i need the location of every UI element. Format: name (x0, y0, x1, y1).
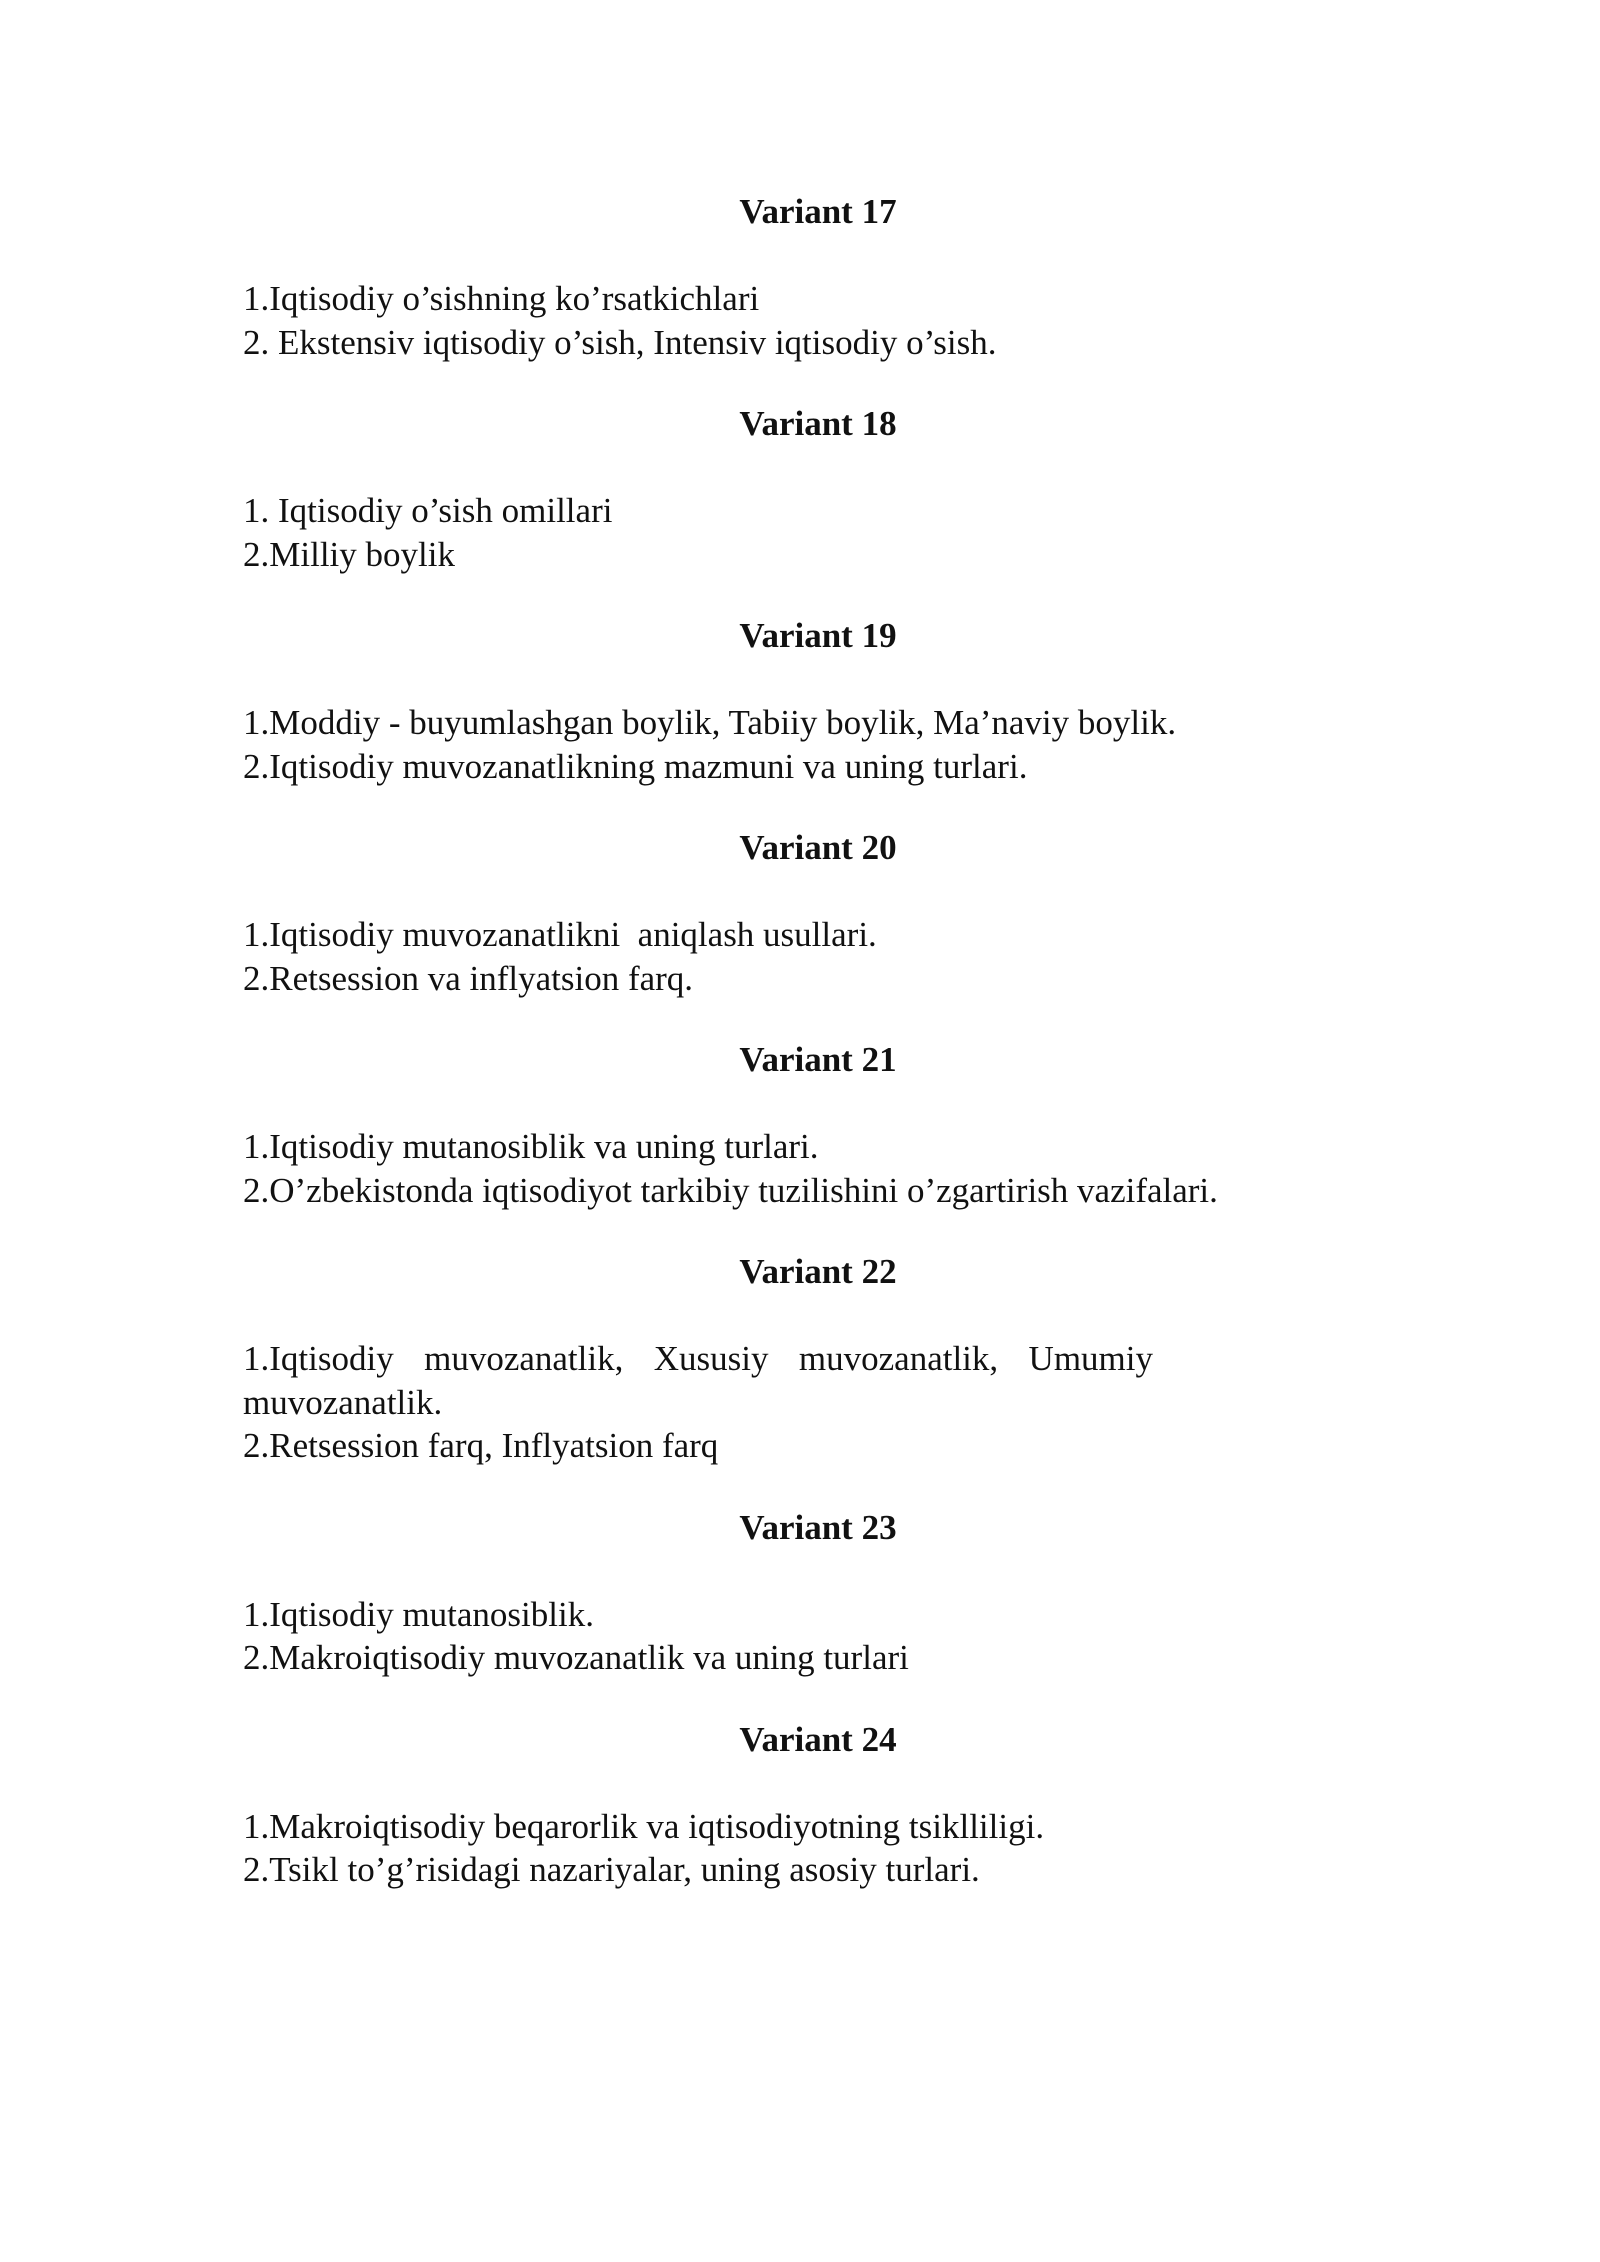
variant-title: Variant 20 (739, 828, 897, 867)
variant-title: Variant 23 (739, 1507, 897, 1547)
variant-item: 1.Makroiqtisodiy beqarorlik va iqtisodiyotning tsiklliligi. (243, 1806, 1045, 1846)
variant-item: 1. Iqtisodiy o’sish omillari (243, 491, 613, 530)
variant-title: Variant 21 (739, 1040, 897, 1079)
variant-23 (243, 1506, 1363, 1680)
variant-item: 1.Iqtisodiy o’sishning ko’rsatkichlari (243, 279, 760, 318)
variant-item: 2.Milliy boylik (243, 534, 455, 574)
variant-item: 2. Ekstensiv iqtisodiy o’sish, Intensiv iqtisodiy o’sish. (243, 322, 997, 362)
variant-19 (243, 614, 1363, 788)
variant-item: 1.Iqtisodiy mutanosiblik va uning turlari. (243, 1127, 819, 1166)
variant-item: 1.Iqtisodiy muvozanatlik, Xususiy muvozanatlik, Umumiy muvozanatlik. (243, 1339, 1153, 1422)
variant-item: 2.O’zbekistonda iqtisodiyot tarkibiy tuzilishini o’zgartirish vazifalari. (243, 1170, 1218, 1210)
variant-item: 2.Makroiqtisodiy muvozanatlik va uning turlari (243, 1638, 909, 1677)
variant-item: 1.Iqtisodiy muvozanatlikni aniqlash usullari. (243, 915, 877, 954)
variant-24 (243, 1718, 1363, 1892)
variant-title: Variant 17 (739, 192, 897, 231)
variant-22 (243, 1250, 1363, 1468)
variant-item: 2.Iqtisodiy muvozanatlikning mazmuni va uning turlari. (243, 746, 1028, 786)
variant-17 (243, 190, 1363, 364)
variant-20 (243, 826, 1363, 1000)
variant-item: 2.Retsession farq, Inflyatsion farq (243, 1426, 719, 1465)
variant-item: 1.Iqtisodiy mutanosiblik. (243, 1594, 594, 1634)
variant-18 (243, 402, 1363, 576)
variant-item: 2.Retsession va inflyatsion farq. (243, 958, 694, 998)
document-page (243, 190, 1363, 1892)
variant-title: Variant 22 (739, 1252, 897, 1291)
variant-title: Variant 24 (739, 1719, 897, 1759)
variant-item: 1.Moddiy - buyumlashgan boylik, Tabiiy boylik, Ma’naviy boylik. (243, 703, 1177, 742)
variant-21 (243, 1038, 1363, 1212)
variant-item: 2.Tsikl to’g’risidagi nazariyalar, uning asosiy turlari. (243, 1850, 980, 1889)
variant-title: Variant 19 (739, 616, 897, 655)
variant-title: Variant 18 (739, 404, 897, 443)
